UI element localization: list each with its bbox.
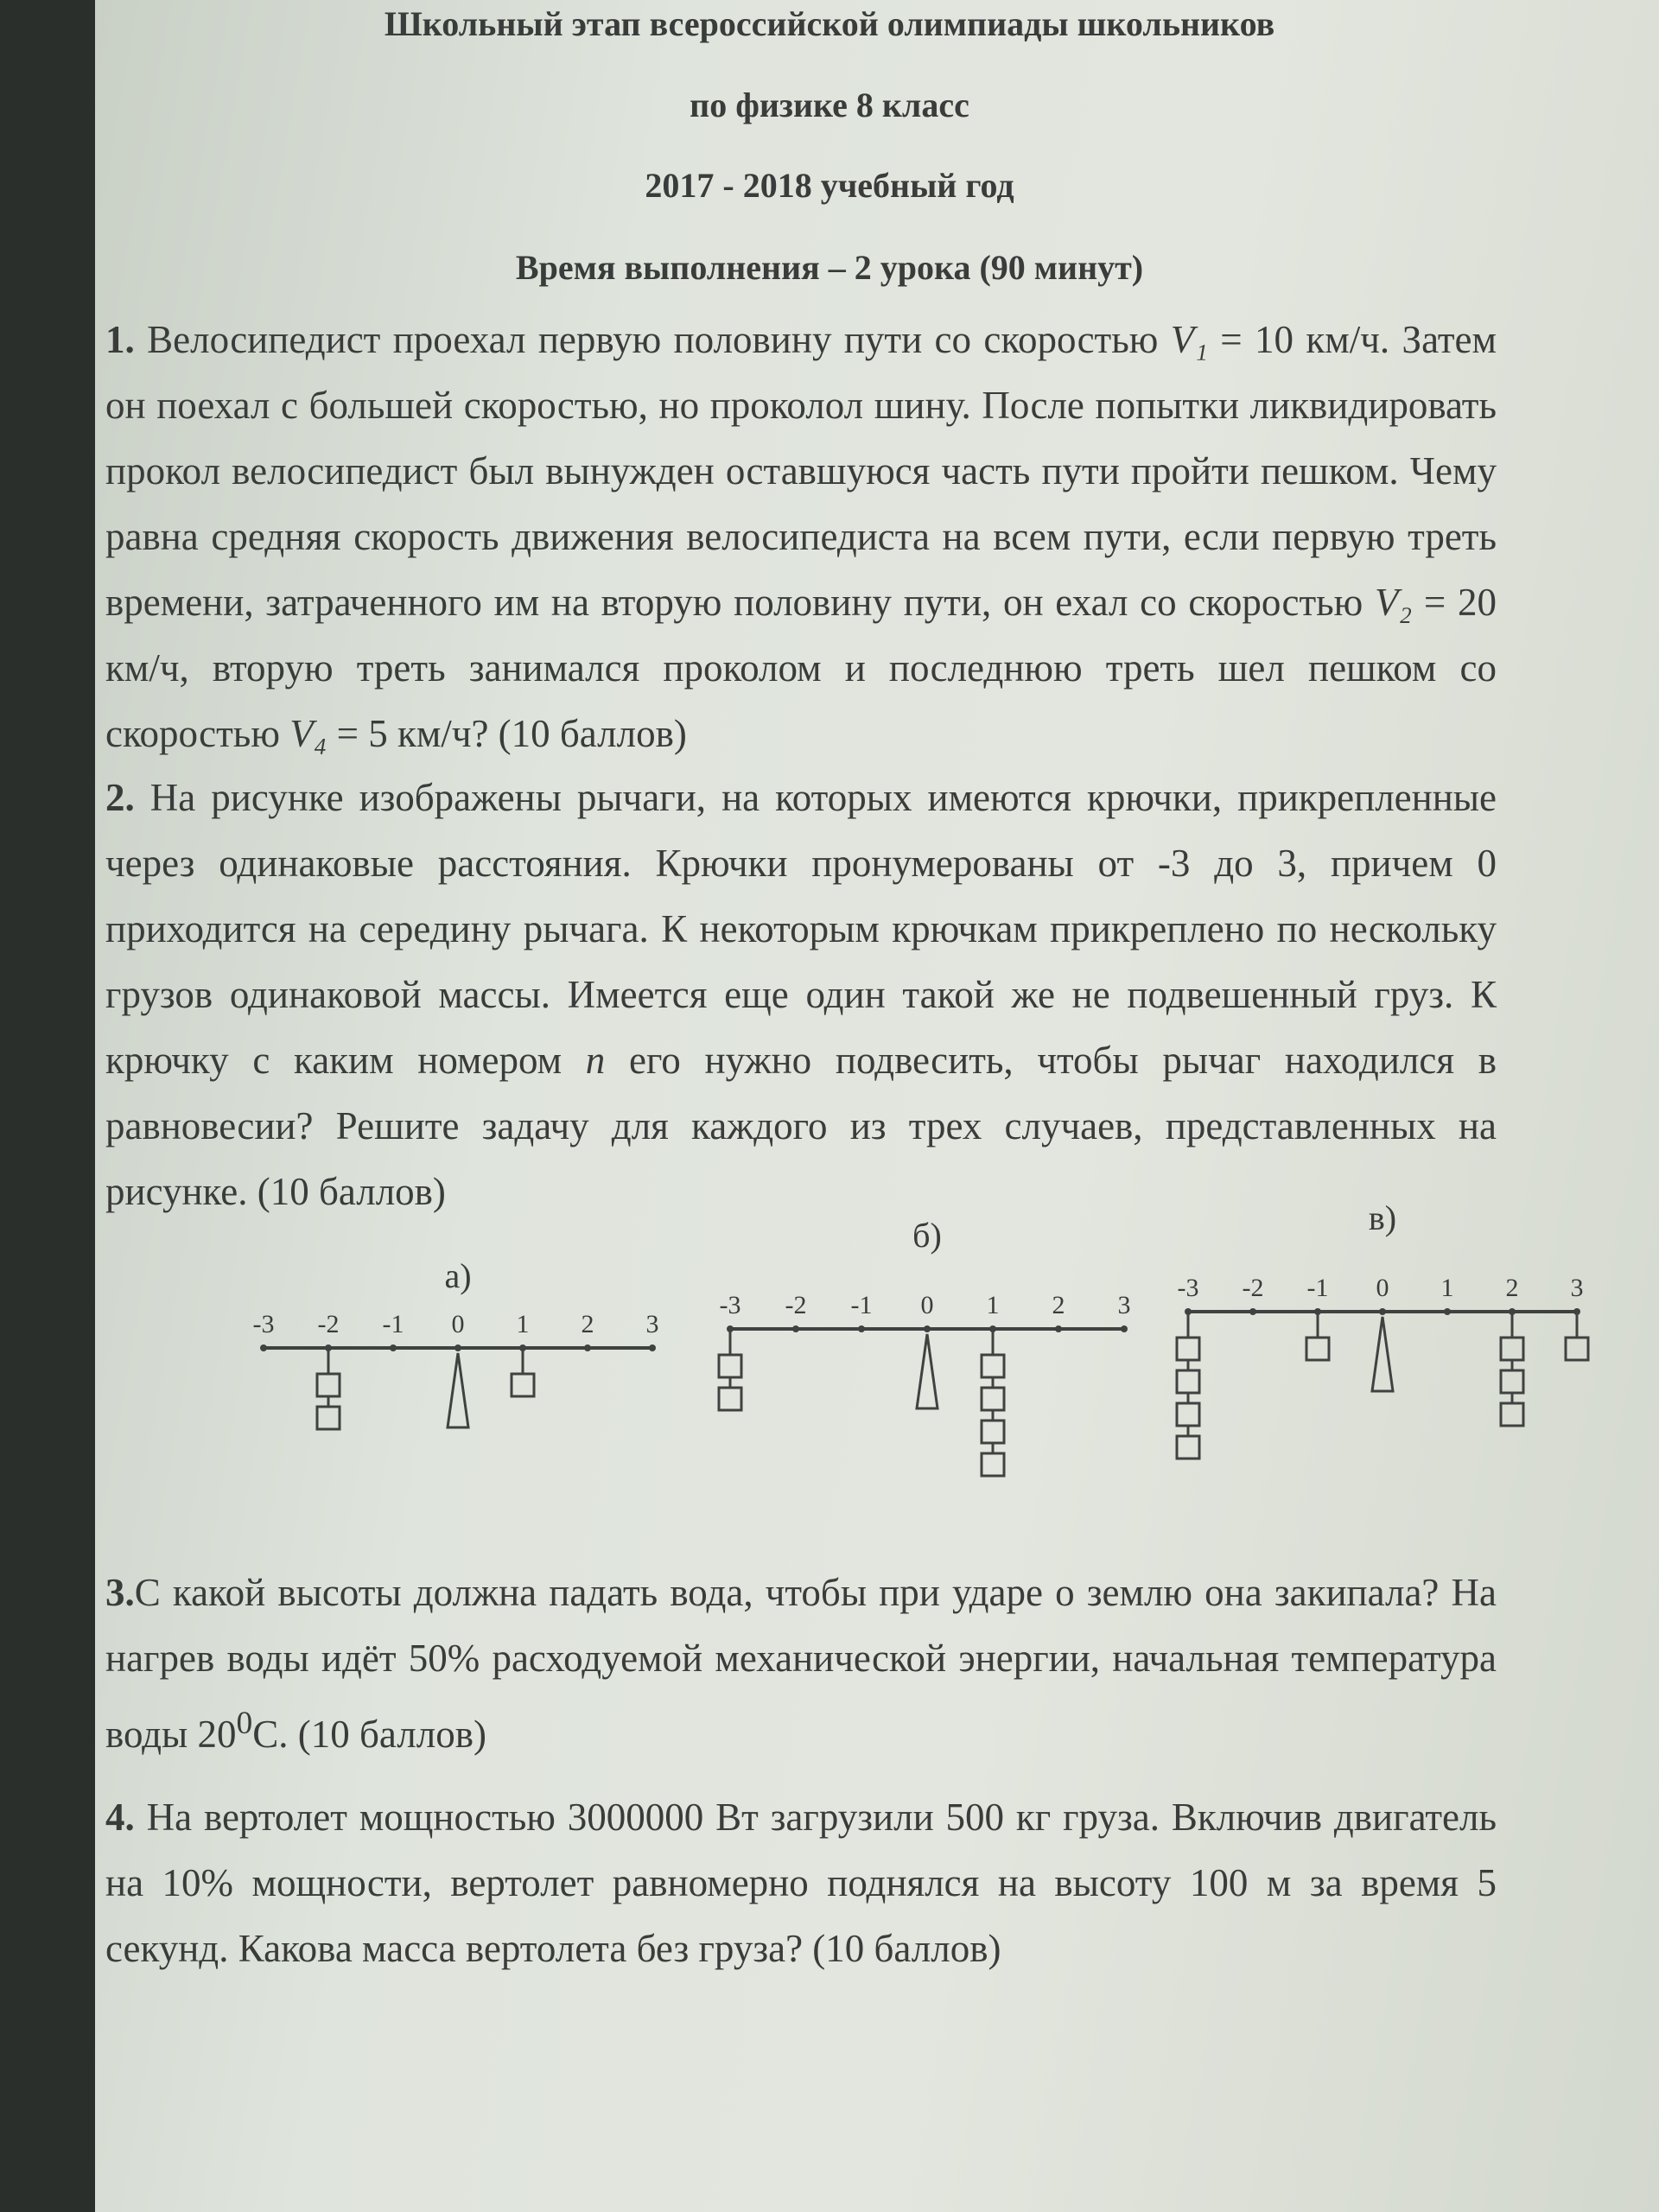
figure-a-hook	[454, 1344, 461, 1351]
task-3-text-a: С какой высоты должна падать вода, чтобы при ударе о землю она закипала? На нагрев воды идёт 50% расходуемой механической энергии, начальная температура воды 20	[105, 1571, 1497, 1756]
figure-b-weight	[982, 1388, 1004, 1410]
task-1-text-c: = 20 км/ч, вторую треть занимался проколом и последнюю треть шел пешком со скоростью	[105, 581, 1497, 755]
figure-c-tick-label: 3	[1570, 1274, 1584, 1302]
figure-c-weight	[1566, 1338, 1588, 1360]
figure-b-tick-label: -1	[850, 1291, 873, 1319]
header-duration: Время выполнения – 2 урока (90 минут)	[515, 248, 1144, 287]
exam-page	[95, 0, 1659, 2212]
figure-c-weight	[1177, 1370, 1199, 1393]
figure-b-tick-label: 1	[986, 1291, 1000, 1319]
figure-b-weight	[982, 1421, 1004, 1443]
figure-c-tick-label: -1	[1306, 1274, 1329, 1302]
figure-c-weight	[1501, 1403, 1523, 1426]
figure-c-weight	[1177, 1403, 1199, 1426]
task-1-v2: V₂	[1375, 581, 1413, 624]
figure-b-tick-label: -3	[719, 1291, 741, 1319]
figure-a-tick-label: -3	[252, 1310, 275, 1338]
figure-b-weight	[719, 1355, 741, 1377]
task-1-number: 1.	[105, 318, 135, 361]
figure-a-label: а)	[444, 1256, 472, 1295]
task-1-text-a: Велосипедист проехал первую половину пути со скоростью	[134, 318, 1171, 361]
task-1	[105, 307, 1497, 766]
figure-b-label: б)	[912, 1216, 942, 1255]
figure-b-weight	[982, 1453, 1004, 1476]
figure-c-weight	[1501, 1338, 1523, 1360]
figure-c-hook	[1249, 1308, 1256, 1315]
figure-a-hook	[260, 1344, 267, 1351]
figure-b-tick-label: -2	[785, 1291, 807, 1319]
task-3-degree: 0	[236, 1706, 253, 1741]
task-3-text-b: С. (10 баллов)	[252, 1713, 486, 1756]
figure-a-tick-label: -2	[317, 1310, 340, 1338]
figure-b-weight	[982, 1355, 1004, 1377]
figure-c-tick-label: -2	[1242, 1274, 1264, 1302]
figure-a-tick-label: 1	[516, 1310, 530, 1338]
figure-b-tick-label: 0	[920, 1291, 934, 1319]
figure-c-hook	[1444, 1308, 1451, 1315]
figure-c-tick-label: 1	[1440, 1274, 1454, 1302]
task-1-text-b: = 10 км/ч. Затем он поехал с большей скоростью, но проколол шину. После попытки ликвидировать прокол велосипедист был вынужден оставшуюся часть пути пройти пешком. Чему равна средняя скорость движения велосипедиста на всем пути, если первую треть времени, затраченного им на вторую половину пути, он ехал со скоростью	[105, 318, 1497, 624]
task-1-text-d: = 5 км/ч? (10 баллов)	[327, 712, 687, 755]
task-3	[105, 1560, 1497, 1767]
figure-c-weight	[1177, 1436, 1199, 1459]
figure-a-tick-label: 0	[451, 1310, 465, 1338]
figure-c-tick-label: 2	[1505, 1274, 1519, 1302]
task-4-text: На вертолет мощностью 3000000 Вт загрузили 500 кг груза. Включив двигатель на 10% мощности, вертолет равномерно поднялся на высоту 100 м за время 5 секунд. Какова масса вертолета без груза? (10 баллов)	[105, 1796, 1497, 1970]
task-4-number: 4.	[105, 1796, 135, 1839]
figure-c-weight	[1306, 1338, 1329, 1360]
figure-c-tick-label: -3	[1177, 1274, 1199, 1302]
figure-b-fulcrum	[917, 1334, 938, 1408]
task-2	[105, 765, 1497, 1224]
figure-a-weight	[317, 1374, 340, 1396]
figure-a-tick-label: 3	[645, 1310, 659, 1338]
header-school-year: 2017 - 2018 учебный год	[645, 166, 1014, 205]
figure-a-fulcrum	[448, 1353, 468, 1427]
figure-c-weight	[1501, 1370, 1523, 1393]
task-2-text-b: его нужно подвесить, чтобы рычаг находился в равновесии? Решите задачу для каждого из трех случаев, представленных на рисунке. (10 баллов)	[105, 1039, 1497, 1213]
figure-b-tick-label: 2	[1052, 1291, 1065, 1319]
figure-b-hook	[1055, 1325, 1062, 1332]
figure-a-hook	[584, 1344, 591, 1351]
task-2-number: 2.	[105, 776, 135, 819]
figure-c-label: в)	[1368, 1201, 1397, 1237]
lever-figures	[95, 1201, 1659, 1521]
figure-b-hook	[858, 1325, 865, 1332]
task-4	[105, 1784, 1497, 1981]
figure-a-weight	[317, 1407, 340, 1429]
figure-a-tick-label: -1	[382, 1310, 404, 1338]
figure-b-tick-label: 3	[1117, 1291, 1131, 1319]
figure-a-hook	[649, 1344, 656, 1351]
task-3-number: 3.	[105, 1571, 135, 1614]
figure-a-hook	[390, 1344, 397, 1351]
figure-a-weight	[512, 1374, 534, 1396]
task-1-v4: V₄	[289, 712, 327, 755]
task-2-n: n	[585, 1039, 606, 1082]
figure-b-hook	[792, 1325, 799, 1332]
header-subject-grade: по физике 8 класс	[690, 86, 969, 124]
figure-a-tick-label: 2	[581, 1310, 594, 1338]
header-olympiad-title: Школьный этап всероссийской олимпиады школьников	[384, 4, 1275, 43]
task-2-text-a: На рисунке изображены рычаги, на которых имеются крючки, прикрепленные через одинаковые расстояния. Крючки пронумерованы от -3 до 3, причем 0 приходится на середину рычага. К некоторым крючкам прикреплено по нескольку грузов одинаковой массы. Имеется еще один такой же не подвешенный груз. К крючку с каким номером	[105, 776, 1497, 1082]
figure-c-fulcrum	[1372, 1317, 1393, 1391]
figure-c-tick-label: 0	[1376, 1274, 1389, 1302]
figure-c-weight	[1177, 1338, 1199, 1360]
figure-b-hook	[924, 1325, 931, 1332]
figure-b-hook	[1121, 1325, 1128, 1332]
figure-b-weight	[719, 1388, 741, 1410]
lever-figures-svg	[95, 1201, 1659, 1521]
figure-c-hook	[1379, 1308, 1386, 1315]
task-1-v1: V₁	[1170, 318, 1208, 361]
